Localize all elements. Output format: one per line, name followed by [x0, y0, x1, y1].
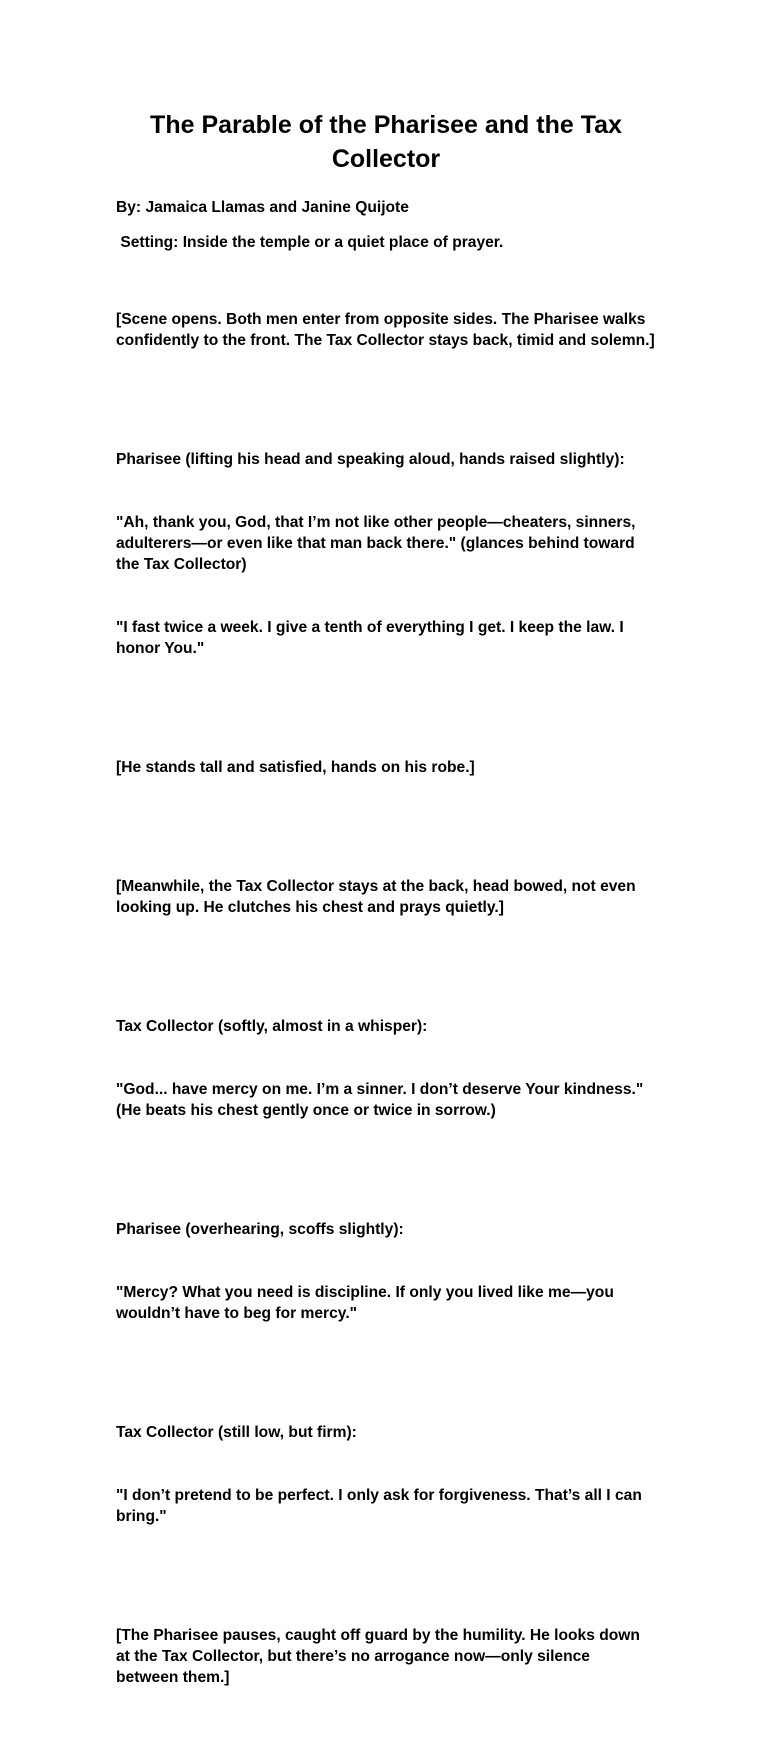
paragraph-tax-collector-reply: [116, 1380, 656, 1569]
paragraph-line: [Meanwhile, the Tax Collector stays at the back, head bowed, not even looking up. He clutches his chest and prays quietly.]: [116, 878, 640, 916]
paragraph-line: "Mercy? What you need is discipline. If only you lived like me—you wouldn’t have to beg for mercy.": [116, 1284, 619, 1322]
byline: By: Jamaica Llamas and Janine Quijote: [116, 199, 409, 216]
paragraph-line: [He stands tall and satisfied, hands on his robe.]: [116, 759, 475, 776]
paragraph-line: Pharisee (overhearing, scoffs slightly):: [116, 1221, 404, 1238]
paragraph-line: Tax Collector (softly, almost in a whisper):: [116, 1018, 428, 1035]
paragraph-scene-opens: [116, 267, 656, 393]
setting-line: Setting: Inside the temple or a quiet place of prayer.: [116, 234, 504, 251]
paragraph-line: "Ah, thank you, God, that I’m not like other people—cheaters, sinners, adulterers—or even like that man back there." (glances behind toward the Tax Collector): [116, 514, 640, 573]
paragraph-pharisee-prayer: [116, 407, 656, 701]
paragraph-line: "I fast twice a week. I give a tenth of everything I get. I keep the law. I honor You.": [116, 619, 629, 657]
paragraph-stage-direction-stands: [116, 715, 656, 820]
paragraph-line: [The Pharisee pauses, caught off guard by the humility. He looks down at the Tax Collector, but there’s no arrogance now—only silence between them.]: [116, 1627, 645, 1686]
paragraph-line: [Scene opens. Both men enter from opposite sides. The Pharisee walks confidently to the front. The Tax Collector stays back, timid and solemn.]: [116, 311, 655, 349]
document-title: The Parable of the Pharisee and the Tax Collector: [150, 111, 622, 173]
paragraph-line: "God... have mercy on me. I’m a sinner. I don’t deserve Your kindness." (He beats his chest gently once or twice in sorrow.): [116, 1081, 648, 1119]
paragraph-line: "I don’t pretend to be perfect. I only ask for forgiveness. That’s all I can bring.": [116, 1487, 647, 1525]
paragraph-stage-direction-meanwhile: [116, 834, 656, 960]
paragraph-tax-collector-prayer: [116, 974, 656, 1163]
paragraph-line: Tax Collector (still low, but firm):: [116, 1424, 357, 1441]
paragraph-pharisee-scoffs: [116, 1177, 656, 1366]
document-page: [116, 108, 656, 1744]
paragraph-pharisee-pauses: [116, 1583, 656, 1730]
paragraph-line: Pharisee (lifting his head and speaking aloud, hands raised slightly):: [116, 451, 625, 468]
